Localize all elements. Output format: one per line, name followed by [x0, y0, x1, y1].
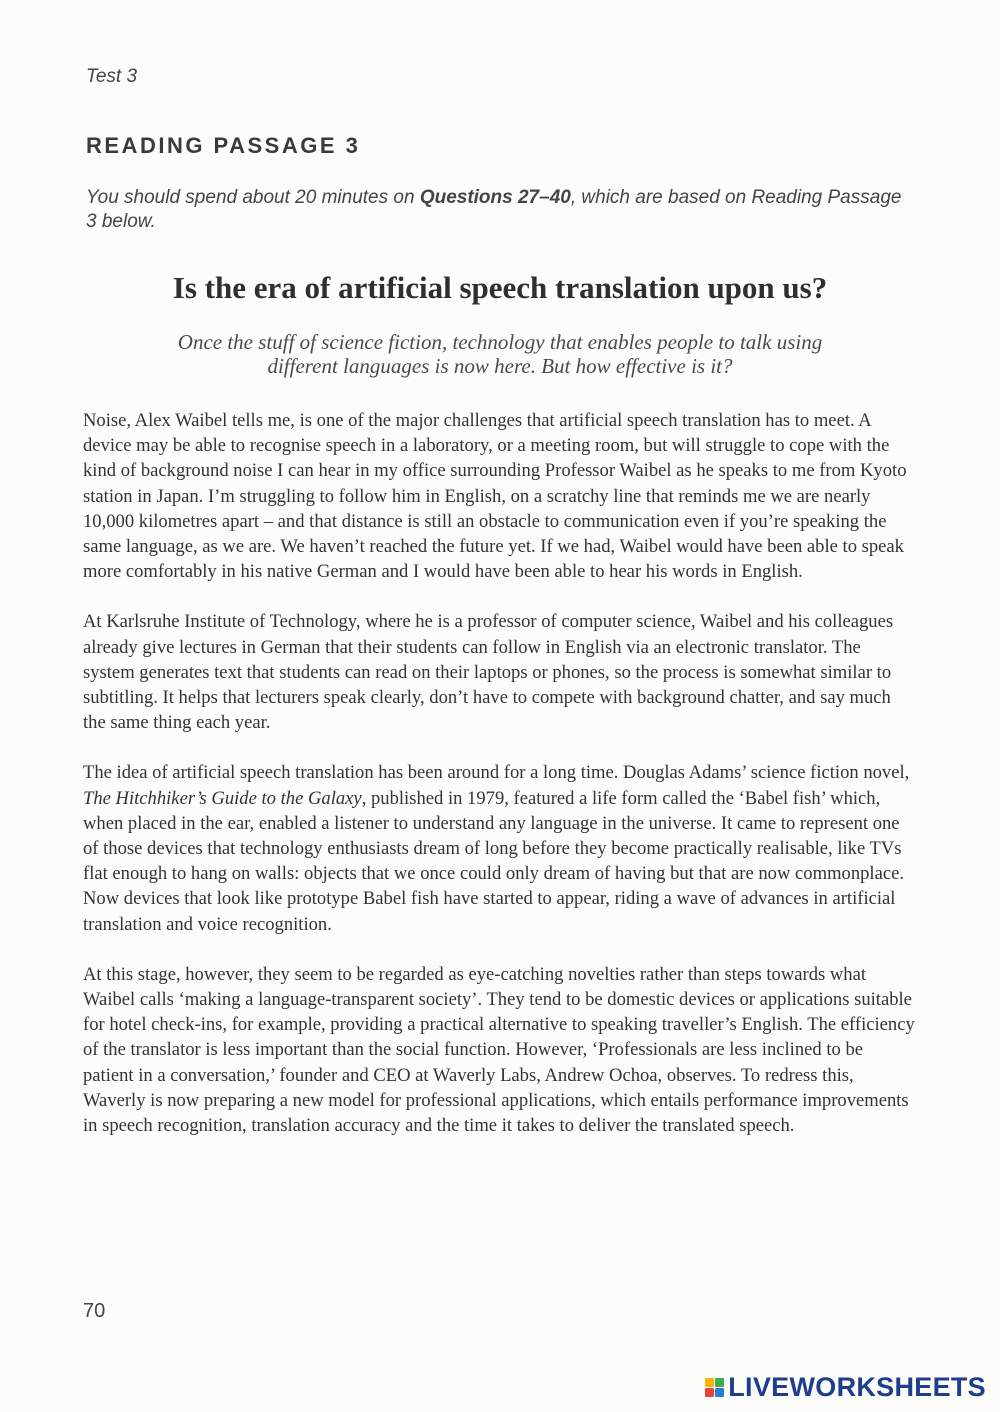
- subtitle-line-1: Once the stuff of science fiction, technology that enables people to talk using: [177, 330, 823, 354]
- section-title: READING PASSAGE 3: [86, 133, 361, 158]
- watermark-text: LIVEWORKSHEETS: [728, 1371, 986, 1402]
- paragraph-3-text-after: , published in 1979, featured a life form called the ‘Babel fish’ which, when placed in the ear, enabled a listener to understand any language in the universe. It came to represent one of those devices that technology enthusiasts dream of long before they become practically realisable, like TVs flat enough to hang on walls: objects that we once could only dream of having but that are now commonplace. Now devices that look like prototype Babel fish have started to appear, riding a wave of advances in artificial translation and voice recognition.: [83, 787, 904, 935]
- paragraph-3-text-before: The idea of artificial speech translation has been around for a long time. Douglas Adams’ science fiction novel,: [83, 762, 910, 784]
- instructions-text-after: , which are based on Reading Passage 3 below.: [86, 187, 902, 232]
- paragraph-2: At Karlsruhe Institute of Technology, where he is a professor of computer science, Waibel and his colleagues already give lectures in German that their students can follow in English via an electronic translator. The system generates text that students can read on their laptops or phones, so the process is somewhat similar to subtitling. It helps that lecturers speak clearly, don’t have to compete with background chatter, and say much the same thing each year.: [83, 611, 894, 734]
- liveworksheets-logo-icon: [705, 1378, 724, 1397]
- instructions-questions-range: Questions 27–40: [419, 187, 571, 208]
- article-body: [83, 408, 916, 1163]
- paragraph-1: Noise, Alex Waibel tells me, is one of the major challenges that artificial speech translation has to meet. A device may be able to recognise speech in a laboratory, or a meeting room, but will struggle to cope with the kind of background noise I can hear in my office surrounding Professor Waibel as he speaks to me from Kyoto station in Japan. I’m struggling to follow him in English, on a scratchy line that reminds me we are nearly 10,000 kilometres apart – and that distance is still an obstacle to communication even if you’re speaking the same language, as we are. We haven’t reached the future yet. If we had, Waibel would have been able to speak more comfortably in his native German and I would have been able to hear his words in English.: [83, 410, 907, 583]
- logo-square-yellow: [705, 1378, 714, 1387]
- logo-square-blue: [715, 1388, 724, 1397]
- subtitle-line-2: different languages is now here. But how effective is it?: [267, 354, 733, 378]
- instructions-text-before: You should spend about 20 minutes on: [86, 187, 420, 208]
- logo-square-green: [715, 1378, 724, 1387]
- instructions: [86, 186, 916, 234]
- book-title: The Hitchhiker’s Guide to the Galaxy: [83, 787, 362, 809]
- page-number: 70: [83, 1300, 106, 1322]
- running-head: Test 3: [86, 66, 138, 87]
- article-title: Is the era of artificial speech translation upon us?: [172, 270, 828, 305]
- article-subtitle: [100, 330, 900, 378]
- logo-square-red: [705, 1388, 714, 1397]
- liveworksheets-watermark[interactable]: [705, 1372, 986, 1402]
- paragraph-4: At this stage, however, they seem to be regarded as eye-catching novelties rather than steps towards what Waibel calls ‘making a language-transparent society’. They tend to be domestic devices or applications suitable for hotel check-ins, for example, providing a practical alternative to speaking traveller’s English. The efficiency of the translator is less important than the social function. However, ‘Professionals are less inclined to be patient in a conversation,’ founder and CEO at Waverly Labs, Andrew Ochoa, observes. To redress this, Waverly is now preparing a new model for professional applications, which entails performance improvements in speech recognition, translation accuracy and the time it takes to deliver the translated speech.: [83, 963, 915, 1137]
- paragraph-3: [83, 760, 916, 936]
